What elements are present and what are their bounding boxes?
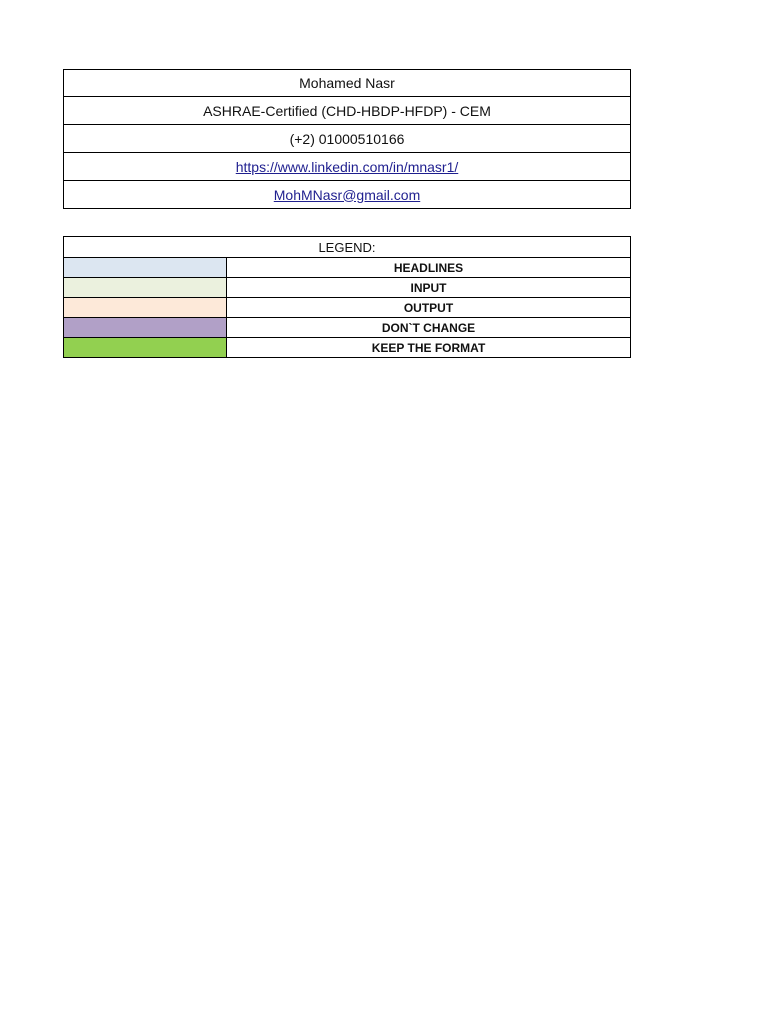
phone-cell bbox=[63, 125, 631, 153]
certification-cell bbox=[63, 97, 631, 125]
input-swatch bbox=[64, 278, 227, 297]
email-cell bbox=[63, 181, 631, 209]
legend-title: LEGEND: bbox=[318, 239, 376, 255]
legend-title-cell bbox=[63, 236, 631, 258]
legend-row-keep-format bbox=[63, 338, 631, 358]
output-label: OUTPUT bbox=[403, 300, 454, 315]
dont-change-swatch bbox=[64, 318, 227, 337]
headlines-label: HEADLINES bbox=[393, 260, 464, 275]
linkedin-cell bbox=[63, 153, 631, 181]
keep-format-swatch bbox=[64, 338, 227, 357]
legend-row-dont-change bbox=[63, 318, 631, 338]
input-label: INPUT bbox=[410, 280, 447, 295]
name-cell bbox=[63, 69, 631, 97]
certification-text: ASHRAE-Certified (CHD-HBDP-HFDP) - CEM bbox=[203, 102, 491, 119]
keep-format-label: KEEP THE FORMAT bbox=[371, 340, 486, 355]
legend-row-headlines bbox=[63, 258, 631, 278]
legend-row-input bbox=[63, 278, 631, 298]
legend-table bbox=[63, 258, 631, 358]
dont-change-label: DON`T CHANGE bbox=[381, 320, 476, 335]
legend-row-output bbox=[63, 298, 631, 318]
linkedin-link[interactable]: https://www.linkedin.com/in/mnasr1/ bbox=[235, 158, 459, 175]
contact-sheet bbox=[63, 69, 631, 358]
author-name: Mohamed Nasr bbox=[299, 75, 395, 91]
blank-row bbox=[63, 209, 631, 236]
email-link[interactable]: MohMNasr@gmail.com bbox=[273, 186, 421, 203]
phone-number: (+2) 01000510166 bbox=[289, 130, 405, 147]
output-swatch bbox=[64, 298, 227, 317]
headlines-swatch bbox=[64, 258, 227, 277]
